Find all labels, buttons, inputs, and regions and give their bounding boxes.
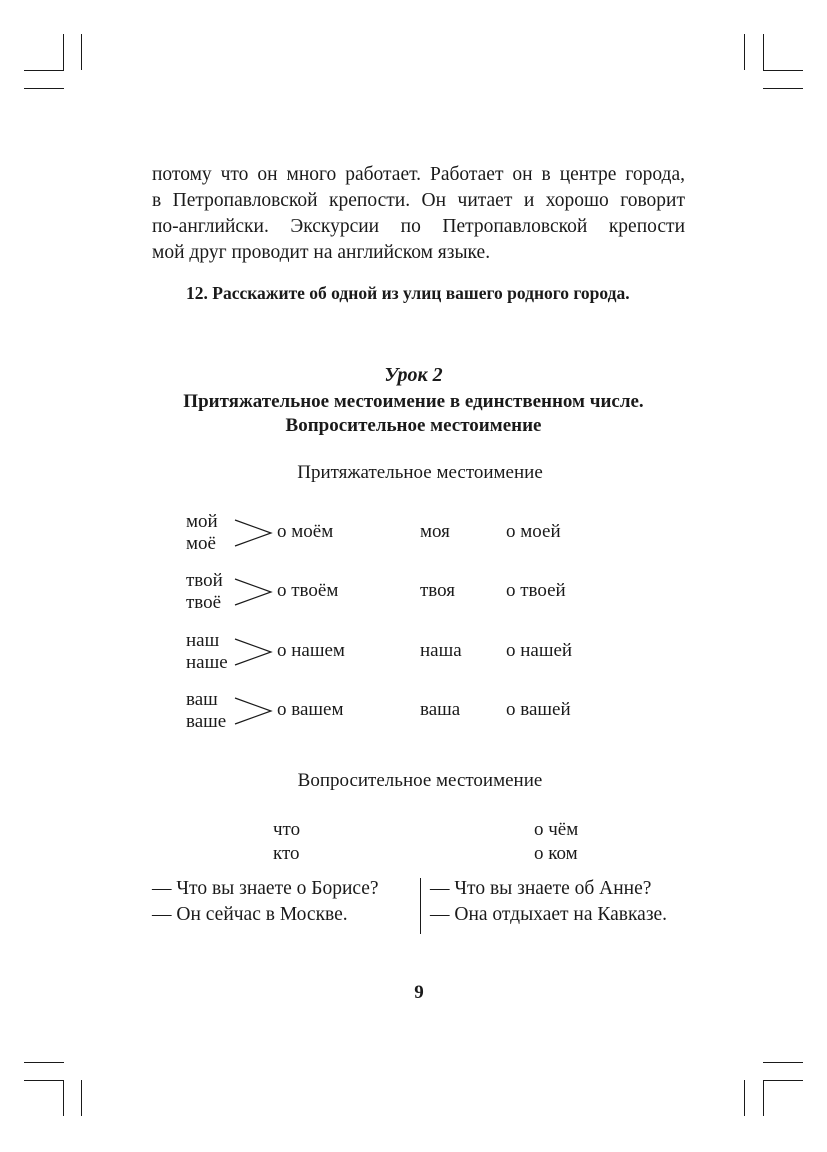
pronoun-neuter: ваше bbox=[186, 711, 227, 732]
crop-mark bbox=[763, 88, 803, 89]
exercise-task: 12. Расскажите об одной из улиц вашего родного города. bbox=[186, 283, 630, 303]
pronoun-masculine: ваш bbox=[186, 689, 218, 710]
pronoun-row bbox=[186, 511, 646, 561]
crop-mark bbox=[744, 34, 745, 70]
paragraph-line: по-английски. Экскурсии по Петропавловской крепости bbox=[152, 216, 685, 237]
pronoun-locative: о нашем bbox=[277, 640, 345, 661]
crop-mark bbox=[24, 70, 64, 71]
crop-mark bbox=[24, 88, 64, 89]
pronoun-feminine: наша bbox=[420, 640, 462, 661]
pronoun-locative: о моём bbox=[277, 521, 334, 542]
merge-bracket-icon bbox=[234, 637, 274, 667]
page-number: 9 bbox=[414, 982, 424, 1003]
merge-bracket-icon bbox=[234, 577, 274, 607]
possessive-heading: Притяжательное местоимение bbox=[297, 462, 543, 483]
crop-mark bbox=[763, 1062, 803, 1063]
crop-mark bbox=[81, 34, 82, 70]
lesson-title: Урок 2 bbox=[384, 364, 443, 386]
dialogue-line: — Что вы знаете о Борисе? bbox=[152, 878, 379, 899]
lesson-subtitle: Вопросительное местоимение bbox=[285, 415, 542, 436]
dialogue-line: — Что вы знаете об Анне? bbox=[430, 878, 652, 899]
crop-mark bbox=[763, 1080, 803, 1081]
crop-mark bbox=[24, 1080, 64, 1081]
interrogative-form: о ком bbox=[534, 843, 578, 864]
merge-bracket-icon bbox=[234, 696, 274, 726]
pronoun-neuter: твоё bbox=[186, 592, 222, 613]
crop-mark bbox=[24, 1062, 64, 1063]
pronoun-feminine-locative: о моей bbox=[506, 521, 561, 542]
body-paragraph bbox=[152, 162, 685, 266]
pronoun-row bbox=[186, 570, 646, 620]
pronoun-locative: о твоём bbox=[277, 580, 339, 601]
pronoun-feminine-locative: о вашей bbox=[506, 699, 571, 720]
paragraph-line: в Петропавловской крепости. Он читает и хорошо говорит bbox=[152, 190, 685, 211]
pronoun-feminine: ваша bbox=[420, 699, 461, 720]
crop-mark bbox=[63, 34, 64, 70]
dialogue-left bbox=[152, 876, 379, 928]
dialogue-divider bbox=[420, 878, 421, 934]
interrogative-form: о чём bbox=[534, 819, 579, 840]
paragraph-line: потому что он много работает. Работает он в центре города, bbox=[152, 164, 685, 185]
dialogue-line: — Она отдыхает на Кавказе. bbox=[430, 904, 668, 925]
interrogative-word: что bbox=[273, 819, 301, 840]
pronoun-masculine: твой bbox=[186, 570, 223, 591]
crop-mark bbox=[81, 1080, 82, 1116]
pronoun-masculine: мой bbox=[186, 511, 218, 532]
pronoun-neuter: моё bbox=[186, 533, 216, 554]
crop-mark bbox=[763, 1080, 764, 1116]
pronoun-row bbox=[186, 630, 646, 680]
crop-mark bbox=[744, 1080, 745, 1116]
merge-bracket-icon bbox=[234, 518, 274, 548]
lesson-subtitle: Притяжательное местоимение в единственном числе. bbox=[183, 391, 644, 412]
pronoun-feminine-locative: о твоей bbox=[506, 580, 566, 601]
paragraph-line: мой друг проводит на английском языке. bbox=[152, 242, 491, 263]
pronoun-locative: о вашем bbox=[277, 699, 344, 720]
crop-mark bbox=[763, 34, 764, 70]
pronoun-feminine: моя bbox=[420, 521, 450, 542]
interrogative-heading: Вопросительное местоимение bbox=[297, 770, 543, 791]
pronoun-feminine-locative: о нашей bbox=[506, 640, 573, 661]
crop-mark bbox=[763, 70, 803, 71]
pronoun-row bbox=[186, 689, 646, 739]
pronoun-masculine: наш bbox=[186, 630, 220, 651]
crop-mark bbox=[63, 1080, 64, 1116]
dialogue-right bbox=[430, 876, 667, 928]
pronoun-feminine: твоя bbox=[420, 580, 456, 601]
dialogue-line: — Он сейчас в Москве. bbox=[152, 904, 348, 925]
pronoun-neuter: наше bbox=[186, 652, 228, 673]
interrogative-word: кто bbox=[273, 843, 300, 864]
